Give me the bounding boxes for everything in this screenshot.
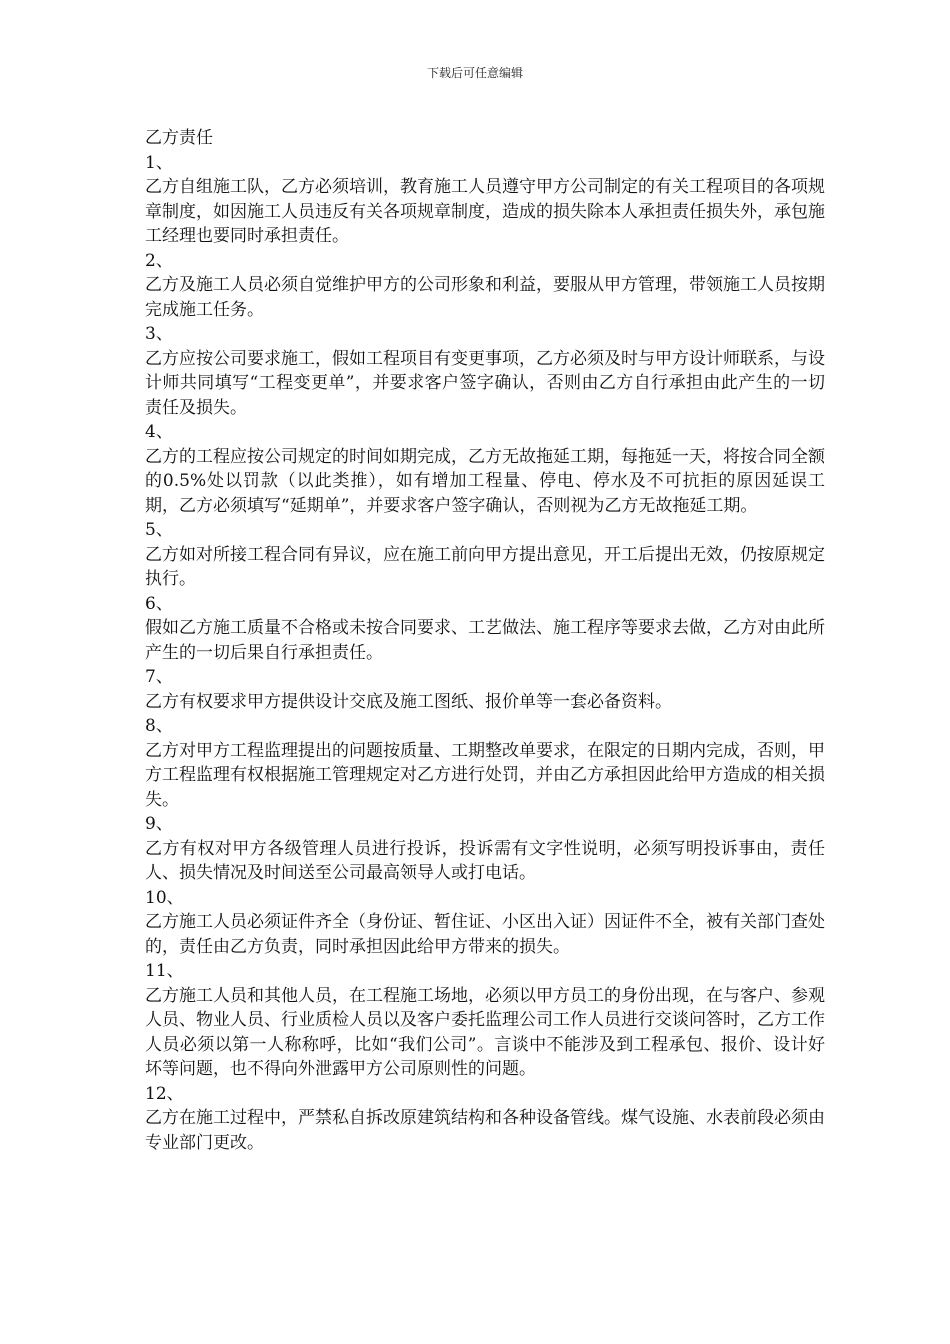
clause-number: 2、: [145, 250, 173, 271]
clause-text: 乙方有权要求甲方提供设计交底及施工图纸、报价单等一套必备资料。: [145, 691, 672, 712]
clause-number: 3、: [145, 324, 173, 344]
document-title: 乙方责任: [145, 128, 213, 148]
clause-9: [145, 812, 825, 886]
clause-number: 9、: [145, 814, 173, 834]
clause-11: [145, 959, 825, 1082]
page-header-note: 下载后可任意编辑: [426, 66, 523, 80]
clause-text: 乙方施工人员必须证件齐全（身份证、暂住证、小区出入证）因证件不全，被有关部门查处的，责任由乙方负责，同时承担因此给甲方带来的损失。: [145, 912, 825, 957]
clause-text: 乙方在施工过程中，严禁私自拆改原建筑结构和各种设备管线。煤气设施、水表前段必须由专业部门更改。: [145, 1108, 825, 1153]
clause-number: 7、: [145, 667, 173, 687]
clause-6: [145, 592, 825, 666]
clause-7: [145, 665, 825, 714]
clause-text: 乙方有权对甲方各级管理人员进行投诉，投诉需有文字性说明，必须写明投诉事由，责任人、损失情况及时间送至公司最高领导人或打电话。: [145, 838, 825, 883]
clause-text: 乙方应按公司要求施工，假如工程项目有变更事项，乙方必须及时与甲方设计师联系，与设计师共同填写“工程变更单”，并要求客户签字确认，否则由乙方自行承担由此产生的一切责任及损失。: [145, 348, 825, 418]
clause-5: [145, 518, 825, 592]
clause-number: 4、: [145, 422, 173, 442]
clause-number: 11、: [145, 961, 184, 981]
clause-text: 乙方施工人员和其他人员，在工程施工场地，必须以甲方员工的身份出现，在与客户、参观人员、物业人员、行业质检人员以及客户委托监理公司工作人员进行交谈问答时，乙方工作人员必须以第一人称称呼，比如“我们公司”。言谈中不能涉及到工程承包、报价、设计好坏等问题，也不得向外泄露甲方公司原则性的问题。: [145, 985, 825, 1079]
clause-text: 假如乙方施工质量不合格或未按合同要求、工艺做法、施工程序等要求去做，乙方对由此所产生的一切后果自行承担责任。: [145, 618, 825, 663]
clause-number: 6、: [145, 593, 173, 614]
document-body: [145, 126, 825, 1155]
clause-2: [145, 249, 825, 323]
clause-text: 乙方对甲方工程监理提出的问题按质量、工期整改单要求，在限定的日期内完成，否则，甲方工程监理有权根据施工管理规定对乙方进行处罚，并由乙方承担因此给甲方造成的相关损失。: [145, 740, 825, 810]
clause-number: 5、: [145, 520, 173, 540]
clause-text: 乙方及施工人员必须自觉维护甲方的公司形象和利益，要服从甲方管理，带领施工人员按期完成施工任务。: [145, 275, 825, 320]
clause-4: [145, 420, 825, 518]
clause-number: 8、: [145, 716, 173, 736]
clause-number: 12、: [145, 1083, 184, 1104]
clause-text: 乙方的工程应按公司规定的时间如期完成，乙方无故拖延工期，每拖延一天，将按合同全额的0.5%处以罚款（以此类推），如有增加工程量、停电、停水及不可抗拒的原因延误工期，乙方必须填写“延期单”，并要求客户签字确认，否则视为乙方无故拖延工期。: [145, 446, 825, 516]
clause-number: 1、: [145, 152, 173, 173]
clause-text: 乙方如对所接工程合同有异议，应在施工前向甲方提出意见，开工后提出无效，仍按原规定执行。: [145, 544, 825, 589]
clause-3: [145, 322, 825, 420]
clause-8: [145, 714, 825, 812]
clause-number: 10、: [145, 887, 184, 908]
clause-text: 乙方自组施工队，乙方必须培训，教育施工人员遵守甲方公司制定的有关工程项目的各项规章制度，如因施工人员违反有关各项规章制度，造成的损失除本人承担责任损失外，承包施工经理也要同时承担责任。: [145, 177, 825, 246]
clause-1: [145, 151, 825, 249]
clause-10: [145, 886, 825, 960]
clause-12: [145, 1082, 825, 1156]
